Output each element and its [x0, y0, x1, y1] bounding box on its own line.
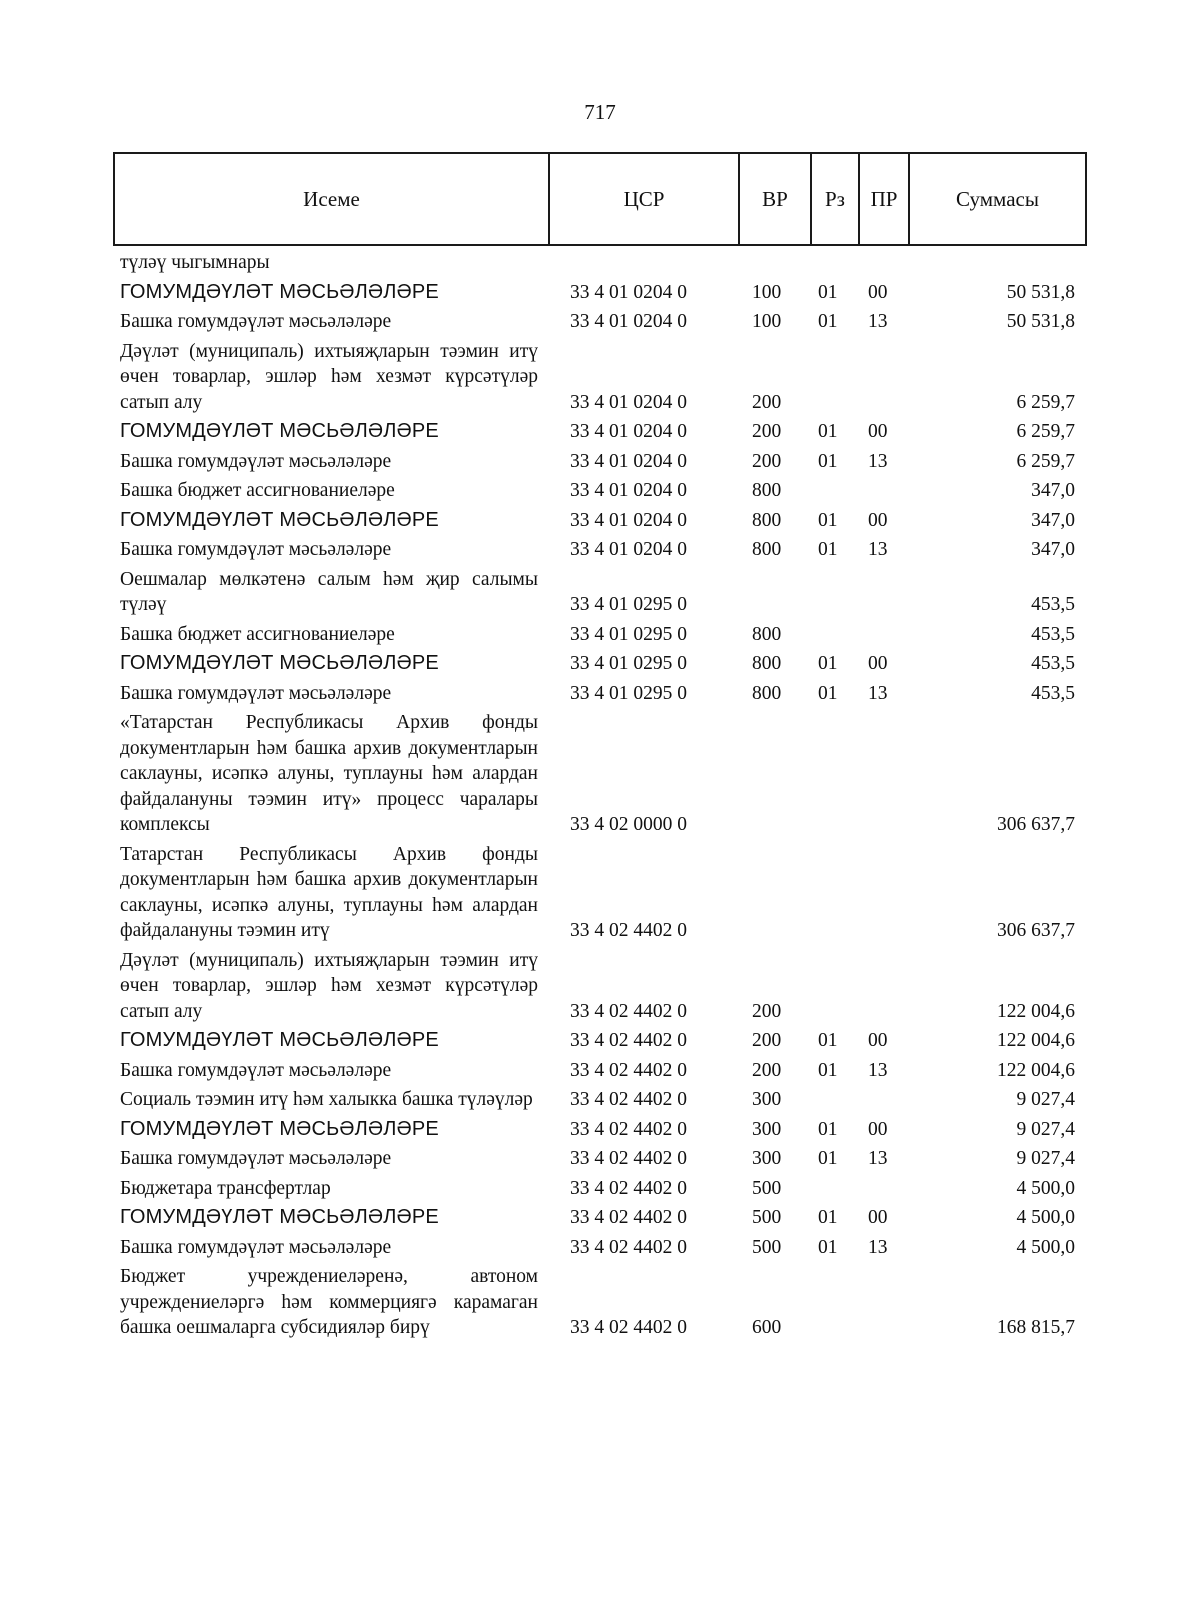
row-rz: 01: [818, 1207, 838, 1228]
row-csr: 33 4 02 4402 0: [570, 1030, 687, 1051]
row-csr: 33 4 01 0295 0: [570, 594, 687, 615]
row-rz: 01: [818, 653, 838, 674]
row-csr: 33 4 02 4402 0: [570, 1118, 687, 1140]
header-rz: Рз: [812, 154, 860, 244]
row-sum: 9 027,4: [1016, 1089, 1075, 1110]
row-vr: 200: [752, 1000, 782, 1022]
row-csr: 33 4 02 4402 0: [570, 1317, 687, 1338]
row-name: Бюджет учреждениеләренә, автоном учреждениеләргә һәм коммерциягә карамаган башка оешмаларга субсидияләр бирү: [120, 1266, 538, 1338]
header-vr: ВР: [740, 154, 812, 244]
row-vr: 800: [752, 623, 782, 645]
row-pr: 13: [868, 311, 888, 332]
row-pr: 00: [868, 281, 888, 303]
row-csr: 33 4 01 0295 0: [570, 653, 687, 674]
row-pr: 00: [868, 1030, 888, 1051]
row-rz: 01: [818, 421, 838, 442]
row-name: Башка гомумдәүләт мәсьәләләре: [120, 450, 392, 472]
table-row: [120, 250, 1080, 278]
row-sum: 347,0: [1031, 480, 1075, 501]
row-sum: 453,5: [1031, 623, 1075, 645]
row-vr: 500: [752, 1236, 782, 1258]
page-number: 717: [584, 100, 616, 124]
row-name: Башка гомумдәүләт мәсьәләләре: [120, 1059, 392, 1081]
row-csr: 33 4 01 0204 0: [570, 450, 687, 472]
row-rz: 01: [818, 1118, 838, 1140]
row-name: ГОМУМДӘҮЛӘТ МӘСЬӘЛӘЛӘРЕ: [120, 652, 439, 674]
row-vr: 500: [752, 1177, 782, 1199]
table-row: [120, 708, 1080, 840]
row-vr: 200: [752, 1059, 782, 1081]
row-csr: 33 4 02 4402 0: [570, 1148, 687, 1169]
table-row: [120, 1203, 1080, 1233]
row-name: Бюджетара трансфертлар: [120, 1177, 331, 1199]
row-rz: 01: [818, 1030, 838, 1051]
row-csr: 33 4 01 0295 0: [570, 682, 687, 704]
header-sum: Суммасы: [956, 186, 1039, 211]
row-vr: 800: [752, 539, 782, 560]
row-pr: 00: [868, 1118, 888, 1140]
row-sum: 122 004,6: [997, 1030, 1075, 1051]
row-name: ГОМУМДӘҮЛӘТ МӘСЬӘЛӘЛӘРЕ: [120, 280, 439, 303]
row-sum: 9 027,4: [1016, 1118, 1075, 1140]
row-sum: 6 259,7: [1016, 391, 1075, 413]
row-vr: 200: [752, 450, 782, 472]
row-pr: 13: [868, 450, 888, 472]
table-row: [120, 1026, 1080, 1056]
row-sum: 4 500,0: [1016, 1207, 1075, 1228]
row-vr: 300: [752, 1148, 782, 1169]
row-sum: 347,0: [1031, 539, 1075, 560]
row-rz: 01: [818, 450, 838, 472]
row-name: Дәүләт (муниципаль) ихтыяҗларын тәэмин итү өчен товарлар, эшләр һәм хезмәт күрсәтүләр сатып алу: [120, 340, 538, 413]
row-pr: 00: [868, 509, 888, 531]
row-name: Башка гомумдәүләт мәсьәләләре: [120, 682, 392, 704]
row-name: «Татарстан Республикасы Архив фонды документларын һәм башка архив документларын саклауны, исәпкә алуны, туплауны һәм алардан файдалануны тәэмин итү» процесс чаралары комплексы: [120, 712, 538, 835]
table-row: [120, 417, 1080, 447]
table-row: [120, 1085, 1080, 1115]
table-body: [120, 250, 1080, 1343]
row-csr: 33 4 01 0204 0: [570, 509, 687, 531]
row-name: Татарстан Республикасы Архив фонды документларын һәм башка архив документларын саклауны, исәпкә алуны, туплауны һәм алардан файдалануны тәэмин итү: [120, 843, 538, 941]
row-name: Башка бюджет ассигнованиеләре: [120, 480, 395, 501]
row-name: Социаль тәэмин итү һәм халыкка башка түләүләр: [120, 1089, 533, 1110]
row-csr: 33 4 02 4402 0: [570, 1177, 687, 1199]
row-vr: 200: [752, 1030, 782, 1051]
row-csr: 33 4 01 0204 0: [570, 480, 687, 501]
header-name: Исеме: [115, 154, 550, 244]
header-pr: ПР: [860, 154, 910, 244]
row-pr: 00: [868, 1207, 888, 1228]
row-name: ГОМУМДӘҮЛӘТ МӘСЬӘЛӘЛӘРЕ: [120, 1029, 439, 1051]
row-csr: 33 4 01 0204 0: [570, 281, 687, 303]
table-row: [120, 1115, 1080, 1145]
header-csr: ЦСР: [550, 154, 740, 244]
table-row: [120, 278, 1080, 308]
row-rz: 01: [818, 539, 838, 560]
row-vr: 300: [752, 1089, 782, 1110]
table-header: [113, 152, 1087, 246]
row-name: Оешмалар мөлкәтенә салым һәм җир салымы түләү: [120, 568, 538, 615]
table-row: [120, 1144, 1080, 1174]
table-row: [120, 1262, 1080, 1343]
row-pr: 13: [868, 1148, 888, 1169]
row-vr: 100: [752, 281, 782, 303]
table-row: [120, 476, 1080, 506]
row-sum: 453,5: [1031, 682, 1075, 704]
table-row: [120, 620, 1080, 650]
table-row: [120, 1174, 1080, 1204]
row-name: Башка бюджет ассигнованиеләре: [120, 623, 395, 645]
row-csr: 33 4 01 0204 0: [570, 421, 687, 442]
row-vr: 200: [752, 421, 782, 442]
row-name: ГОМУМДӘҮЛӘТ МӘСЬӘЛӘЛӘРЕ: [120, 1117, 439, 1140]
row-sum: 9 027,4: [1016, 1148, 1075, 1169]
table-row: [120, 679, 1080, 709]
row-csr: 33 4 01 0204 0: [570, 539, 687, 560]
row-pr: 13: [868, 1059, 888, 1081]
row-csr: 33 4 02 4402 0: [570, 1089, 687, 1110]
row-vr: 800: [752, 682, 782, 704]
row-csr: 33 4 01 0204 0: [570, 311, 687, 332]
table-row: [120, 840, 1080, 946]
row-rz: 01: [818, 509, 838, 531]
row-name: Башка гомумдәүләт мәсьәләләре: [120, 539, 392, 560]
row-sum: 306 637,7: [997, 814, 1075, 835]
row-sum: 122 004,6: [997, 1000, 1075, 1022]
row-vr: 100: [752, 311, 782, 332]
table-row: [120, 307, 1080, 337]
row-vr: 600: [752, 1317, 782, 1338]
row-name: Дәүләт (муниципаль) ихтыяҗларын тәэмин итү өчен товарлар, эшләр һәм хезмәт күрсәтүләр сатып алу: [120, 949, 538, 1022]
row-pr: 00: [868, 421, 888, 442]
row-rz: 01: [818, 682, 838, 704]
row-csr: 33 4 02 0000 0: [570, 814, 687, 835]
row-pr: 13: [868, 682, 888, 704]
row-vr: 800: [752, 509, 782, 531]
row-sum: 168 815,7: [997, 1317, 1075, 1338]
row-pr: 13: [868, 539, 888, 560]
row-rz: 01: [818, 311, 838, 332]
table-row: [120, 649, 1080, 679]
row-name: Башка гомумдәүләт мәсьәләләре: [120, 1148, 392, 1169]
row-name: ГОМУМДӘҮЛӘТ МӘСЬӘЛӘЛӘРЕ: [120, 1206, 439, 1228]
row-sum: 6 259,7: [1016, 421, 1075, 442]
row-vr: 300: [752, 1118, 782, 1140]
row-csr: 33 4 01 0204 0: [570, 391, 687, 413]
row-name: ГОМУМДӘҮЛӘТ МӘСЬӘЛӘЛӘРЕ: [120, 508, 439, 531]
row-csr: 33 4 01 0295 0: [570, 623, 687, 645]
row-csr: 33 4 02 4402 0: [570, 1000, 687, 1022]
row-vr: 500: [752, 1207, 782, 1228]
row-sum: 6 259,7: [1016, 450, 1075, 472]
row-sum: 453,5: [1031, 653, 1075, 674]
row-vr: 200: [752, 391, 782, 413]
row-csr: 33 4 02 4402 0: [570, 1059, 687, 1081]
table-row: [120, 946, 1080, 1027]
row-sum: 306 637,7: [997, 920, 1075, 941]
row-sum: 453,5: [1031, 594, 1075, 615]
table-row: [120, 506, 1080, 536]
row-pr: 00: [868, 653, 888, 674]
row-name: түләү чыгымнары: [120, 252, 270, 273]
row-name: ГОМУМДӘҮЛӘТ МӘСЬӘЛӘЛӘРЕ: [120, 420, 439, 442]
table-row: [120, 447, 1080, 477]
table-row: [120, 1233, 1080, 1263]
row-sum: 122 004,6: [997, 1059, 1075, 1081]
row-csr: 33 4 02 4402 0: [570, 1207, 687, 1228]
row-name: Башка гомумдәүләт мәсьәләләре: [120, 1236, 392, 1258]
row-rz: 01: [818, 1236, 838, 1258]
row-sum: 4 500,0: [1016, 1236, 1075, 1258]
row-rz: 01: [818, 1148, 838, 1169]
row-sum: 347,0: [1031, 509, 1075, 531]
row-pr: 13: [868, 1236, 888, 1258]
table-row: [120, 1056, 1080, 1086]
row-sum: 50 531,8: [1006, 311, 1075, 332]
row-vr: 800: [752, 480, 782, 501]
table-row: [120, 535, 1080, 565]
table-row: [120, 565, 1080, 620]
row-vr: 800: [752, 653, 782, 674]
row-rz: 01: [818, 281, 838, 303]
row-sum: 50 531,8: [1006, 281, 1075, 303]
row-sum: 4 500,0: [1016, 1177, 1075, 1199]
row-rz: 01: [818, 1059, 838, 1081]
row-name: Башка гомумдәүләт мәсьәләләре: [120, 311, 392, 332]
row-csr: 33 4 02 4402 0: [570, 1236, 687, 1258]
table-row: [120, 337, 1080, 418]
row-csr: 33 4 02 4402 0: [570, 920, 687, 941]
